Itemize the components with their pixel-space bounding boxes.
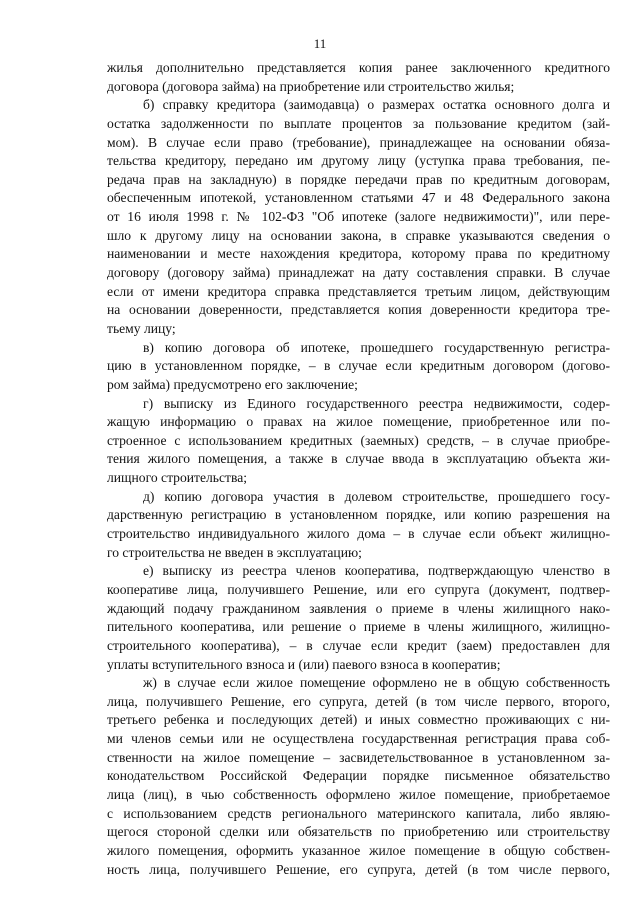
text-line: если от имени кредитора справка представляется третьим лицом, действующим	[107, 283, 610, 299]
text-line: строительство индивидуального жилого дома – в случае если объект жилищно-	[107, 526, 610, 542]
text-line: на основании доверенности, представляется копия доверенности кредитора тре-	[107, 302, 610, 318]
text-line: ждающий подачу гражданином заявления о приеме в члены жилищного нако-	[107, 600, 610, 616]
text-line: редача прав на закладную) в порядке передачи прав по кредитным договорам,	[107, 171, 610, 187]
text-line: тьему лицу;	[107, 320, 176, 336]
text-line: ром займа) предусмотрено его заключение;	[107, 376, 358, 392]
text-line: договору (договору займа) принадлежат на дату составления справки. В случае	[107, 265, 610, 281]
text-line: третьего ребенка и последующих детей) и иных совместно проживающих с ни-	[107, 712, 610, 728]
text-line: тельства кредитору, передано им другому лицу (уступка права требования, пе-	[107, 153, 610, 169]
text-line: договора (договора займа) на приобретение или строительство жилья;	[107, 78, 515, 94]
text-line: в) копию договора об ипотеке, прошедшего государственную регистра-	[143, 339, 610, 355]
text-line: остатка задолженности по выплате процентов за пользование кредитом (зай-	[107, 115, 610, 131]
text-line: лищного строительства;	[107, 470, 248, 486]
text-line: от 16 июля 1998 г. № 102-ФЗ "Об ипотеке (залоге недвижимости)", или пере-	[107, 209, 610, 225]
text-line: строительного кооператива), – в случае если кредит (заем) предоставлен для	[107, 637, 610, 653]
text-line: строенное с использованием кредитных (заемных) средств, – в случае приобре-	[107, 432, 610, 448]
text-line: обеспеченным ипотекой, установленном статьями 47 и 48 Федерального закона	[107, 190, 610, 206]
text-line: ж) в случае если жилое помещение оформлено не в общую собственность	[143, 675, 610, 691]
text-line: с использованием средств регионального материнского капитала, либо являю-	[107, 805, 610, 821]
text-line: щегося стороной сделки или обязательств по приобретению или строительству	[107, 824, 610, 840]
text-line: го строительства не введен в эксплуатацию;	[107, 544, 362, 560]
text-line: д) копию договора участия в долевом строительстве, прошедшего госу-	[143, 488, 610, 504]
text-line: б) справку кредитора (заимодавца) о размерах остатка основного долга и	[143, 97, 610, 113]
text-line: жащую информацию о правах на жилое помещение, приобретенное или по-	[107, 414, 610, 430]
text-line: конодательством Российской Федерации порядке письменное обязательство	[107, 768, 610, 784]
text-line: ственности на жилое помещение – засвидетельствованное в установленном за-	[107, 749, 610, 765]
text-line: мом). В случае если право (требование), принадлежащее на основании обяза-	[107, 134, 610, 150]
text-line: г) выписку из Единого государственного реестра недвижимости, содер-	[143, 395, 610, 411]
text-line: цию в установленном порядке, – в случае если кредитным договором (догово-	[107, 358, 610, 374]
text-line: ность лица, получившего Решение, его супруга, детей (в том числе первого,	[107, 861, 610, 877]
text-line: шло к другому лицу на основании закона, в справке указываются сведения о	[107, 227, 610, 243]
text-line: пительного кооператива, или решение о приеме в члены жилищного, жилищно-	[107, 619, 610, 635]
text-line: тения жилого помещения, а также в случае ввода в эксплуатацию объекта жи-	[107, 451, 610, 467]
text-line: наименовании и месте нахождения кредитора, которому права по кредитному	[107, 246, 610, 262]
page-number: 11	[313, 36, 327, 51]
text-line: дарственную регистрацию в установленном порядке, или копию разрешения на	[107, 507, 610, 523]
body-text	[107, 59, 610, 879]
text-line: лица (лиц), в чью собственность оформлено жилое помещение, приобретаемое	[107, 786, 610, 802]
text-line: уплаты вступительного взноса и (или) паевого взноса в кооператив;	[107, 656, 501, 672]
text-line: лица, получившего Решение, его супруга, детей (в том числе первого, второго,	[107, 693, 610, 709]
text-line: ми членов семьи или не осуществлена государственная регистрация права соб-	[107, 731, 610, 747]
text-line: е) выписку из реестра членов кооператива, подтверждающую членство в	[143, 563, 610, 579]
text-line: кооперативе лица, получившего Решение, или его супруга (документ, подтвер-	[107, 581, 610, 597]
text-line: жилья дополнительно представляется копия ранее заключенного кредитного	[107, 60, 610, 75]
text-line: жилого помещения, оформить указанное жилое помещение в общую собствен-	[107, 842, 610, 858]
